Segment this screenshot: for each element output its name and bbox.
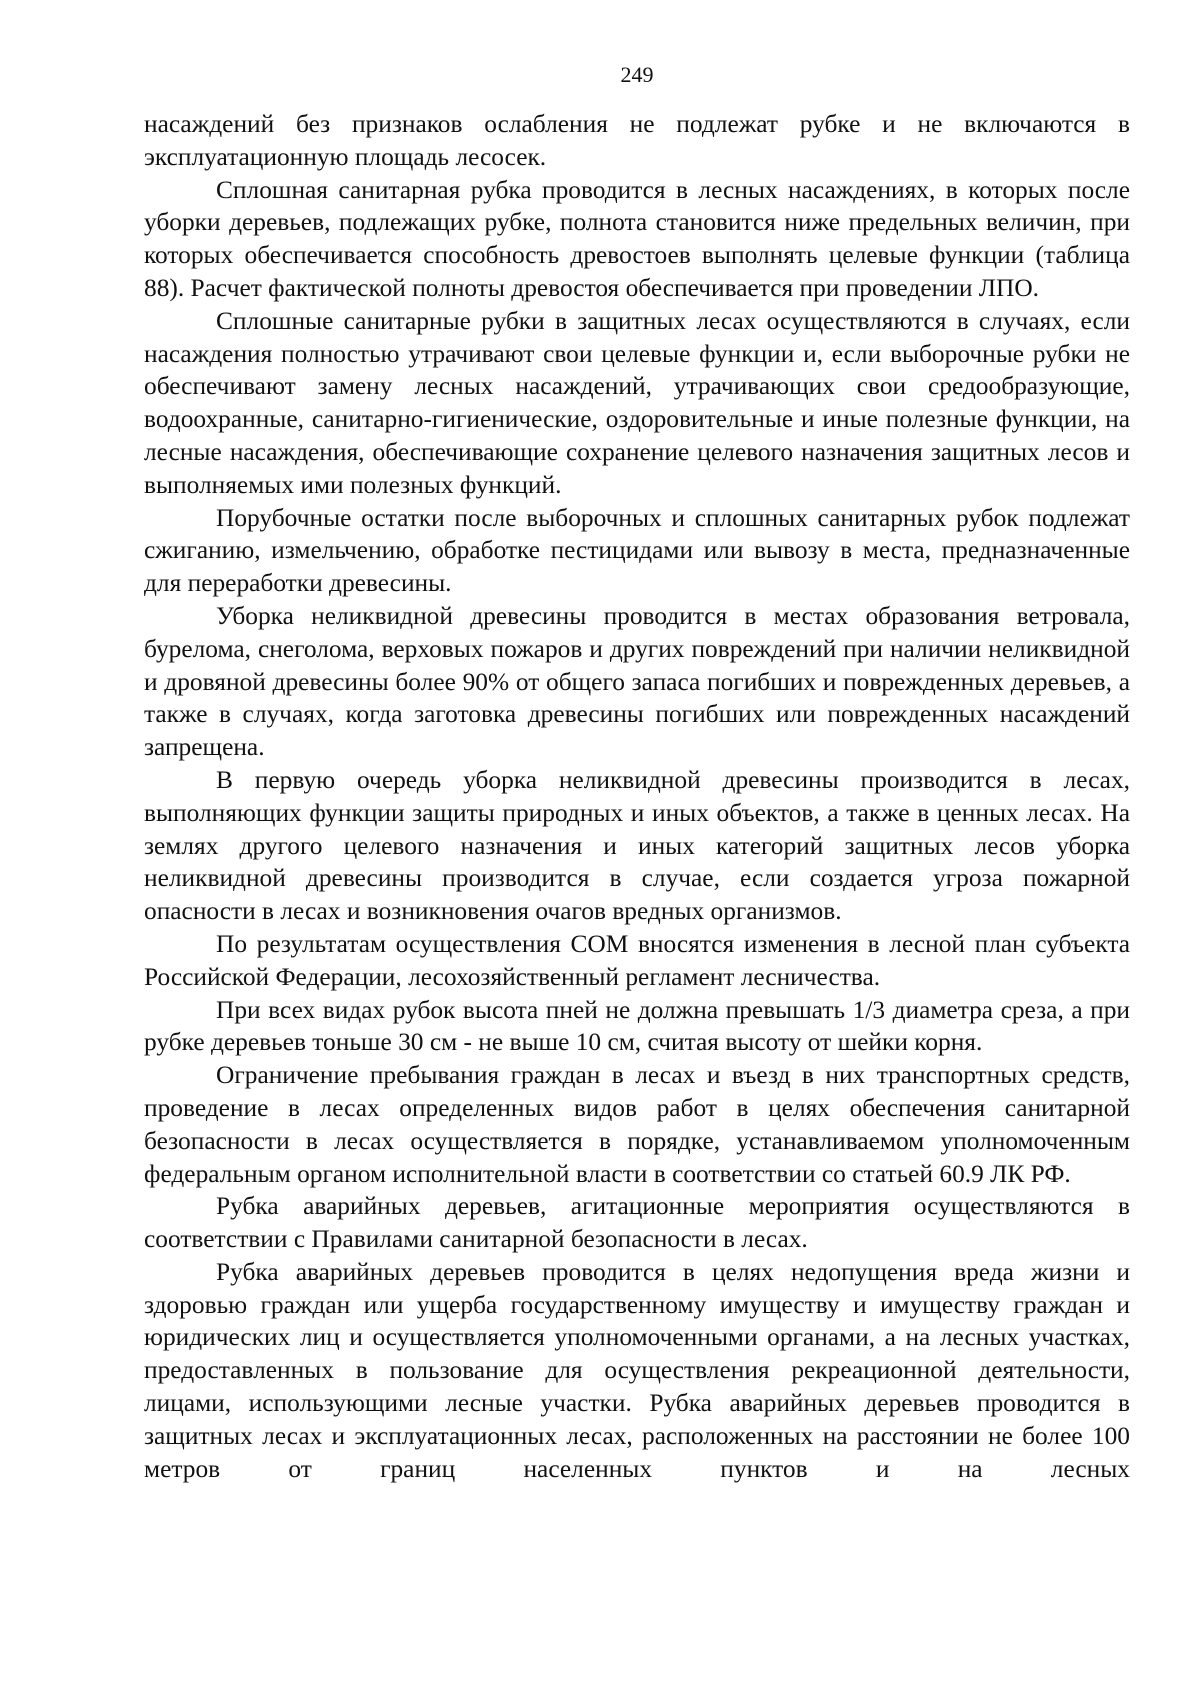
- paragraph-removal-priority: В первую очередь уборка неликвидной древесины производится в лесах, выполняющих функции защиты природных и иных объектов, а также в ценных лесах. На землях другого целевого назначения и иных категорий защитных лесов уборка неликвидной древесины производится в случае, если создается угроза пожарной опасности в лесах и возникновения очагов вредных организмов.: [144, 765, 1130, 926]
- document-page: [144, 60, 1130, 1485]
- paragraph-protective-forests-felling: Сплошные санитарные рубки в защитных лесах осуществляются в случаях, если насаждения полностью утрачивают свои целевые функции и, если выборочные рубки не обеспечивают замену лесных насаждений, утрачивающих свои средообразующие, водоохранные, санитарно-гигиенические, оздоровительные и иные полезные функции, на лесные насаждения, обеспечивающие сохранение целевого назначения защитных лесов и выполняемых ими полезных функций.: [144, 306, 1130, 499]
- paragraph-clear-sanitary-felling: Сплошная санитарная рубка проводится в лесных насаждениях, в которых после уборки деревьев, подлежащих рубке, полнота становится ниже предельных величин, при которых обеспечивается способность древостоев выполнять целевые функции (таблица 88). Расчет фактической полноты древостоя обеспечивается при проведении ЛПО.: [144, 175, 1130, 302]
- paragraph-forest-plan-changes: По результатам осуществления СОМ вносятся изменения в лесной план субъекта Российской Федерации, лесохозяйственный регламент лесничества.: [144, 929, 1130, 991]
- paragraph-illiquid-wood-removal: Уборка неликвидной древесины проводится в местах образования ветровала, бурелома, снеголома, верховых пожаров и других повреждений при наличии неликвидной и дровяной древесины более 90% от общего запаса погибших и поврежденных деревьев, а также в случаях, когда заготовка древесины погибших или поврежденных насаждений запрещена.: [144, 601, 1130, 762]
- paragraph-logging-residues: Порубочные остатки после выборочных и сплошных санитарных рубок подлежат сжиганию, измельчению, обработке пестицидами или вывозу в места, предназначенные для переработки древесины.: [144, 503, 1130, 598]
- paragraph-hazard-trees-measures: Рубка аварийных деревьев, агитационные мероприятия осуществляются в соответствии с Правилами санитарной безопасности в лесах.: [144, 1192, 1130, 1254]
- paragraph-access-restriction: Ограничение пребывания граждан в лесах и въезд в них транспортных средств, проведение в лесах определенных видов работ в целях обеспечения санитарной безопасности в лесах осуществляется в порядке, устанавливаемом уполномоченным федеральным органом исполнительной власти в соответствии со статьей 60.9 ЛК РФ.: [144, 1061, 1130, 1188]
- paragraph-stump-height: При всех видах рубок высота пней не должна превышать 1/3 диаметра среза, а при рубке деревьев тоньше 30 см - не выше 10 см, считая высоту от шейки корня.: [144, 995, 1130, 1057]
- page-number: 249: [620, 62, 654, 87]
- paragraph-continuation: насаждений без признаков ослабления не подлежат рубке и не включаются в эксплуатационную площадь лесосек.: [144, 110, 1130, 171]
- paragraph-hazard-trees-felling: Рубка аварийных деревьев проводится в целях недопущения вреда жизни и здоровью граждан или ущерба государственному имуществу и имуществу граждан и юридических лиц и осуществляется уполномоченными органами, а на лесных участках, предоставленных в пользование для осуществления рекреационной деятельности, лицами, использующими лесные участки. Рубка аварийных деревьев проводится в защитных лесах и эксплуатационных лесах, расположенных на расстоянии не более 100 метров от границ населенных пунктов и на лесных: [144, 1257, 1130, 1483]
